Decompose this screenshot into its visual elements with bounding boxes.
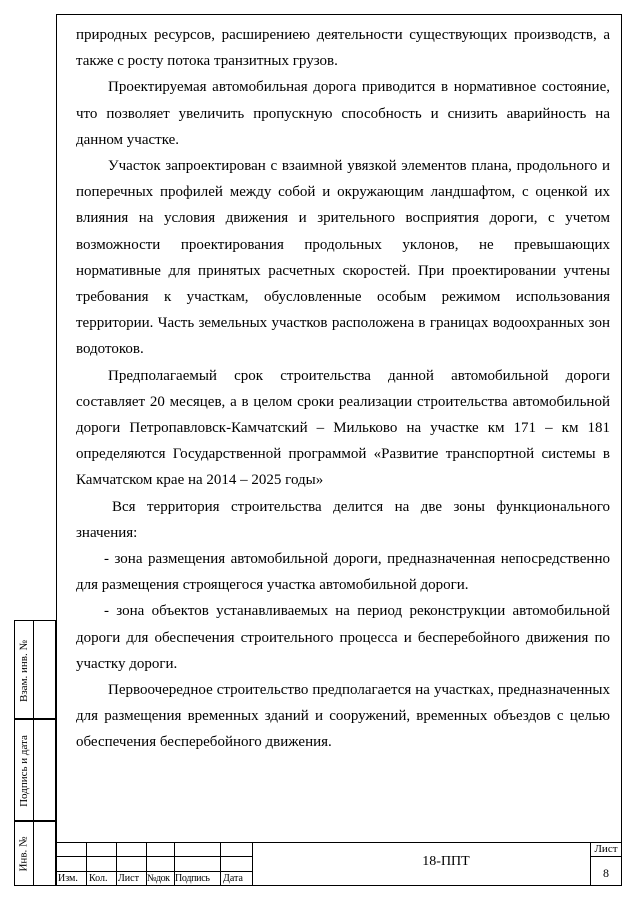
side-cell-inv bbox=[14, 820, 56, 886]
side-cell-vzam bbox=[14, 620, 56, 720]
title-block bbox=[56, 842, 622, 886]
header-kol: Кол. bbox=[89, 873, 108, 884]
side-label-vzam: Взам. инв. № bbox=[18, 640, 30, 702]
paragraph: - зона объектов устанавливаемых на период реконструкции автомобильной дороги для обеспечения строительного процесса и бесперебойного движения по участку дороги. bbox=[76, 603, 610, 672]
header-data: Дата bbox=[223, 873, 243, 884]
paragraph: Проектируемая автомобильная дорога приводится в нормативное состояние, что позволяет увеличить пропускную способность и снизить аварийность на данном участке. bbox=[76, 79, 610, 148]
paragraph: Вся территория строительства делится на две зоны функционального значения: bbox=[76, 498, 610, 541]
document-body bbox=[76, 22, 610, 756]
document-code: 18-ППТ bbox=[422, 854, 470, 869]
paragraph: Участок запроектирован с взаимной увязкой элементов плана, продольного и поперечных профилей между собой и окружающим ландшафтом, с оценкой их влияния на условия движения и зрительного восприятия дороги, с учетом возможности проектирования продольных уклонов, не превышающих нормативные для принятых расчетных скоростей. При проектировании учтены требования к участкам, обусловленные особым режимом использования территории. Часть земельных участков расположена в границах водоохранных зон водотоков. bbox=[76, 158, 610, 358]
paragraph: - зона размещения автомобильной дороги, предназначенная непосредственно для размещения строящегося участка автомобильной дороги. bbox=[76, 551, 610, 594]
paragraph: Предполагаемый срок строительства данной автомобильной дороги составляет 20 месяцев, а в целом сроки реализации строительства автомобильной дороги Петропавловск-Камчатский – Мильково на участке км 171 – км 181 определяются Государственной программой «Развитие транспортной системы в Камчатском крае на 2014 – 2025 годы» bbox=[76, 367, 610, 489]
header-izm: Изм. bbox=[58, 873, 78, 884]
side-cell-podpis bbox=[14, 718, 56, 822]
side-label-podpis: Подпись и дата bbox=[18, 735, 30, 807]
header-list: Лист bbox=[118, 873, 139, 884]
side-stamp-table bbox=[14, 620, 56, 886]
paragraph: Первоочередное строительство предполагается на участках, предназначенных для размещения временных зданий и сооружений, временных объездов с целью обеспечения бесперебойного движения. bbox=[76, 682, 610, 751]
side-label-inv: Инв. № bbox=[18, 836, 30, 872]
header-podpis: Подпись bbox=[175, 873, 210, 884]
sheet-label: Лист bbox=[594, 843, 618, 855]
header-ndok: №док bbox=[147, 873, 170, 884]
paragraph: природных ресурсов, расширениею деятельности существующих производств, а также с росту потока транзитных грузов. bbox=[76, 27, 610, 70]
sheet-number: 8 bbox=[603, 866, 609, 880]
